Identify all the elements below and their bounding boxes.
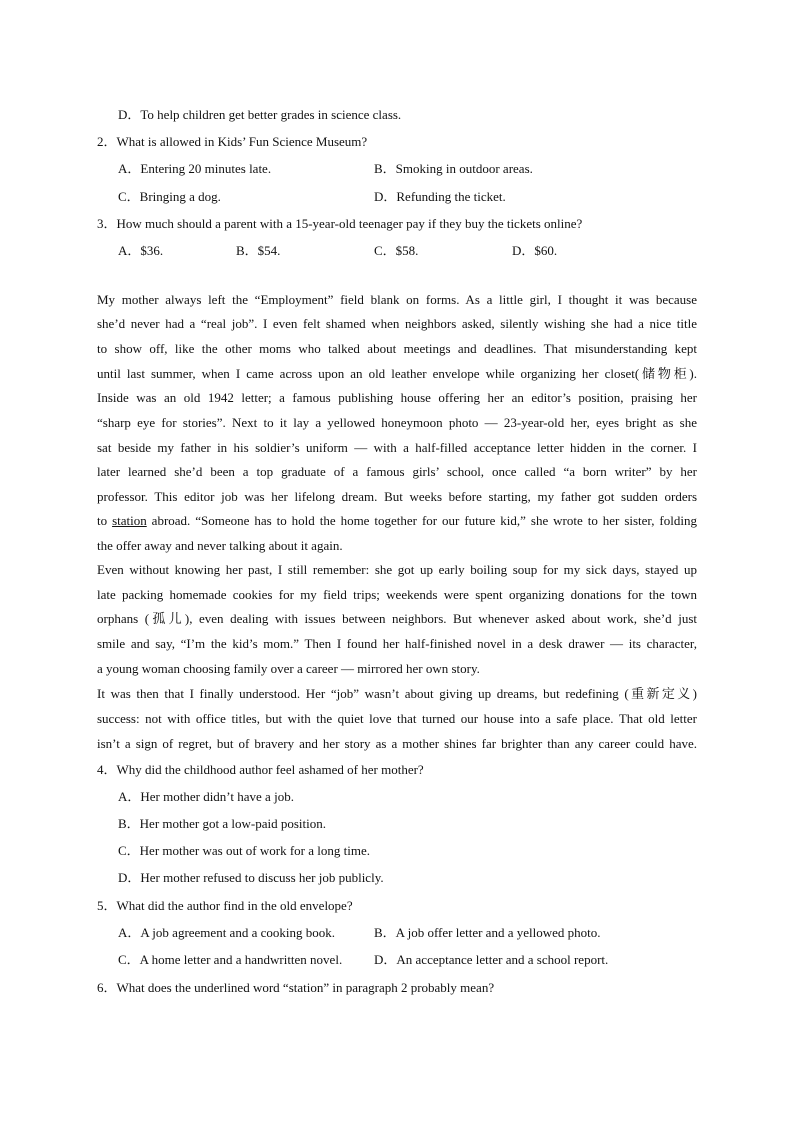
passage-line: until last summer, when I came across upon an old leather envelope while organizing her closet(储物柜). (97, 366, 697, 381)
passage-line: late packing homemade cookies for my field trips; weekends were spent organizing donations for the town (97, 587, 697, 602)
passage-text: to (97, 513, 113, 528)
passage-line: orphans (孤儿), even dealing with issues between neighbors. But whenever asked about work, she’d just (97, 611, 697, 626)
q4-option-a: A．Her mother didn’t have a job. (118, 789, 294, 804)
passage-line: smile and say, “I’m the kid’s mom.” Then I found her half-finished novel in a desk drawer — its character, (97, 636, 697, 651)
passage-line: a young woman choosing family over a career — mirrored her own story. (97, 661, 480, 676)
passage-line: isn’t a sign of regret, but of bravery and her story as a mother shines far brighter than any career could have. (97, 736, 697, 751)
q1-option-d: D．To help children get better grades in science class. (118, 107, 402, 122)
q2-option-a: A．Entering 20 minutes late. (118, 161, 272, 176)
passage-line (97, 513, 697, 529)
q3-option-b: B．$54. (236, 243, 281, 258)
q3-option-c: C．$58. (374, 243, 419, 258)
q5-stem: 5．What did the author find in the old envelope? (97, 898, 353, 913)
passage-line: It was then that I finally understood. Her “job” wasn’t about giving up dreams, but redefining (重新定义) (97, 686, 697, 701)
q4-option-c: C．Her mother was out of work for a long time. (118, 843, 371, 858)
q5-option-a: A．A job agreement and a cooking book. (118, 925, 335, 940)
passage-line: to show off, like the other moms who talked about meetings and deadlines. That misunderstanding kept (97, 341, 697, 356)
passage-line: My mother always left the “Employment” field blank on forms. As a little girl, I thought it was because (97, 292, 697, 307)
q4-option-d: D．Her mother refused to discuss her job publicly. (118, 870, 384, 885)
passage-line: later learned she’d been a top graduate of a famous girls’ school, once called “a born writer” by her (97, 464, 697, 479)
passage-line: success: not with office titles, but with the quiet love that turned our house into a safe place. That old letter (97, 711, 697, 726)
q2-option-c: C．Bringing a dog. (118, 189, 221, 204)
q3-option-d: D．$60. (512, 243, 558, 258)
q2-option-d: D．Refunding the ticket. (374, 189, 506, 204)
passage-line: she’d never had a “real job”. I even felt shamed when neighbors asked, silently wishing she had a nice title (97, 316, 697, 331)
q5-option-d: D．An acceptance letter and a school report. (374, 952, 609, 967)
q4-stem: 4．Why did the childhood author feel ashamed of her mother? (97, 762, 424, 777)
passage-line: Even without knowing her past, I still remember: she got up early boiling soup for my sick days, stayed up (97, 562, 697, 577)
passage-line: “sharp eye for stories”. Next to it lay a yellowed honeymoon photo — 23-year-old her, eyes bright as she (97, 415, 697, 430)
q3-stem: 3．How much should a parent with a 15-year-old teenager pay if they buy the tickets online? (97, 216, 583, 231)
passage-line: sat beside my father in his soldier’s uniform — with a half-filled acceptance letter hidden in the corner. I (97, 440, 697, 455)
q2-stem: 2．What is allowed in Kids’ Fun Science Museum? (97, 134, 368, 149)
q5-option-b: B．A job offer letter and a yellowed photo. (374, 925, 601, 940)
q6-stem: 6．What does the underlined word “station” in paragraph 2 probably mean? (97, 980, 495, 995)
q5-option-c: C．A home letter and a handwritten novel. (118, 952, 343, 967)
passage-line: professor. This editor job was her lifelong dream. But weeks before starting, my father got sudden orders (97, 489, 697, 504)
underlined-word-station: station (112, 513, 147, 528)
q4-option-b: B．Her mother got a low-paid position. (118, 816, 326, 831)
passage-text: abroad. “Someone has to hold the home together for our future kid,” she wrote to her sister, folding (146, 513, 697, 528)
passage-line: the offer away and never talking about it again. (97, 538, 343, 553)
passage-line: Inside was an old 1942 letter; a famous publishing house offering her an editor’s position, praising her (97, 390, 697, 405)
q2-option-b: B．Smoking in outdoor areas. (374, 161, 533, 176)
q3-option-a: A．$36. (118, 243, 164, 258)
